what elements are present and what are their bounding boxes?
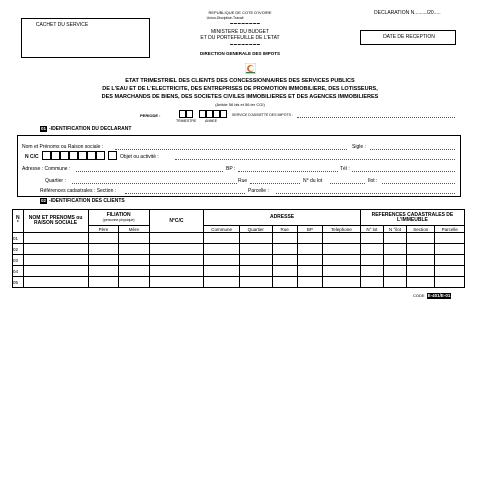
references-cadastrales-label: Références cadastrales : Section : [40,188,117,194]
ncc-box-3[interactable] [60,151,69,160]
table-cell[interactable] [88,244,118,255]
table-cell[interactable] [23,233,88,244]
cachet-du-service-label: CACHET DU SERVICE [35,22,89,28]
table-cell[interactable] [435,233,465,244]
table-cell[interactable] [383,233,406,244]
col-adresse-header: ADRESSE [204,210,361,226]
table-cell[interactable] [239,255,272,266]
table-cell[interactable] [383,266,406,277]
col-n-header: N ° [13,210,24,233]
ncc-box-1[interactable] [42,151,51,160]
table-cell[interactable] [119,266,149,277]
motto-label: Union-Discipline-Travail [206,16,244,20]
col-rue-header: Rue [272,226,297,233]
table-cell[interactable] [239,277,272,288]
table-cell[interactable] [272,233,297,244]
col-ncc-header: N°C/C [149,210,204,233]
table-cell[interactable] [297,233,322,244]
tel-label: Tél : [340,166,350,172]
table-cell[interactable] [407,233,435,244]
nom-raison-sociale-field[interactable] [115,149,347,150]
table-row [13,266,465,277]
table-row [13,233,465,244]
col-commune-header: Commune [204,226,240,233]
period-label: PERIODE : [140,113,161,118]
col-filiation-header: FILIATION (personne physique) [88,210,149,226]
table-cell[interactable] [23,266,88,277]
annee-label: ANNEE [205,119,218,123]
table-cell[interactable] [204,244,240,255]
table-cell[interactable] [407,255,435,266]
trimestre-box-2[interactable] [186,110,193,118]
ilot-field[interactable] [382,183,455,184]
trimestre-label: TRIMESTRE [176,119,197,123]
annee-box-1[interactable] [199,110,206,118]
ministry-line-2: ET DU PORTEFEUILLE DE L'ETAT [200,35,280,41]
lot-label: N° du lot [303,178,323,184]
col-mere-header: Mère [119,226,149,233]
row-number: 05 [13,277,24,288]
table-row [13,255,465,266]
table-cell[interactable] [149,233,204,244]
form-title-line-4: (Article 56 bis et 56 ter CGI) [215,102,265,107]
table-cell[interactable] [119,255,149,266]
col-parcelle-header: Parcelle [435,226,465,233]
table-cell[interactable] [435,255,465,266]
col-tel-header: Telephone [322,226,360,233]
rue-field[interactable] [250,183,300,184]
ncc-box-2[interactable] [51,151,60,160]
table-cell[interactable] [272,277,297,288]
table-cell[interactable] [435,277,465,288]
objet-activite-label: Objet ou activité : [120,154,159,160]
section-field[interactable] [125,193,245,194]
date-reception-label: DATE DE RECEPTION [383,34,435,40]
commune-field[interactable] [76,171,223,172]
table-cell[interactable] [88,277,118,288]
table-cell[interactable] [383,277,406,288]
section-1-title: -IDENTIFICATION DU DECLARANT [49,126,132,132]
quartier-field[interactable] [72,183,237,184]
ncc-label: N C/C [25,154,39,160]
code-block [413,293,451,299]
col-ilot-header: N °ilot [383,226,406,233]
parcelle-field[interactable] [276,193,455,194]
table-cell[interactable] [272,244,297,255]
table-row [13,244,465,255]
service-assiette-label: SERVICE D'ASSIETTE DES IMPOTS : [232,113,293,117]
table-cell[interactable] [297,277,322,288]
separator-top: ▬ ▬ ▬ ▬ ▬ ▬ ▬ ▬ [230,21,260,25]
annee-box-4[interactable] [220,110,227,118]
bp-label: BP : [226,166,236,172]
code-value: E-401/E-01 [427,293,451,298]
ncc-box-4[interactable] [69,151,78,160]
ncc-box-6[interactable] [87,151,96,160]
sigle-field[interactable] [370,149,455,150]
table-cell[interactable] [204,277,240,288]
table-cell[interactable] [360,255,383,266]
table-cell[interactable] [23,277,88,288]
table-cell[interactable] [88,233,118,244]
table-cell[interactable] [204,266,240,277]
annee-box-2[interactable] [206,110,213,118]
table-cell[interactable] [119,244,149,255]
direction-label: DIRECTION GENERALE DES IMPOTS [199,51,280,56]
ncc-box-8[interactable] [108,151,117,160]
table-cell[interactable] [119,277,149,288]
table-cell[interactable] [88,266,118,277]
ncc-box-5[interactable] [78,151,87,160]
bp-field[interactable] [238,171,338,172]
objet-activite-field[interactable] [175,159,455,160]
table-cell[interactable] [204,255,240,266]
col-pere-header: Père [88,226,118,233]
col-nom-header: NOM ET PRENOMS ou RAISON SOCIALE [23,210,88,233]
rue-label: Rue [238,178,248,184]
declaration-number: DECLARATION N........./20..... [374,10,441,16]
table-cell[interactable] [383,255,406,266]
col-bp-header: BP [297,226,322,233]
table-cell[interactable] [383,244,406,255]
table-cell[interactable] [149,266,204,277]
section-1-header [40,126,131,132]
section-1-number: 01 [41,126,47,131]
clients-table [12,209,465,288]
section-2-number: 02 [41,198,47,203]
form-title-line-2: DE L'EAU ET DE L'ELECTRICITE, DES ENTREPRISES DE PROMOTION IMMOBILIERE, DES LOTISSEURS, [102,86,378,92]
table-cell[interactable] [322,244,360,255]
quartier-label: Quartier : [45,178,66,184]
col-lot-header: N° lot [360,226,383,233]
form-title-line-3: DES MARCHANDS DE BIENS, DES SOCIETES CIVILES IMMOBILIERES ET DES AGENCES IMMOBILIERES [101,94,379,100]
row-number: 01 [13,233,24,244]
table-cell[interactable] [272,255,297,266]
table-cell[interactable] [360,233,383,244]
table-cell[interactable] [149,244,204,255]
code-label: CODE [413,293,425,298]
table-cell[interactable] [23,255,88,266]
table-cell[interactable] [322,277,360,288]
tel-field[interactable] [352,171,455,172]
section-2-title: -IDENTIFICATION DES CLIENTS [49,198,125,204]
section-2-header [40,198,125,204]
lot-field[interactable] [330,183,365,184]
table-cell[interactable] [322,233,360,244]
trimestre-box-1[interactable] [179,110,186,118]
dgi-logo-icon [245,61,255,71]
table-cell[interactable] [407,266,435,277]
parcelle-label: Parcelle : [248,188,269,194]
table-cell[interactable] [407,277,435,288]
nom-raison-sociale-label: Nom et Prénoms ou Raison sociale : [22,144,104,150]
table-cell[interactable] [407,244,435,255]
table-row [13,277,465,288]
adresse-commune-label: Adresse : Commune : [22,166,71,172]
republic-label: REPUBLIQUE DE COTE D'IVOIRE [208,10,272,15]
table-cell[interactable] [204,233,240,244]
sigle-label: Sigle : [352,144,366,150]
table-cell[interactable] [119,233,149,244]
table-cell[interactable] [239,233,272,244]
table-cell[interactable] [360,244,383,255]
table-cell[interactable] [360,266,383,277]
table-cell[interactable] [239,244,272,255]
table-cell[interactable] [88,255,118,266]
col-quartier-header: Quartier [239,226,272,233]
table-cell[interactable] [322,266,360,277]
table-cell[interactable] [239,266,272,277]
service-assiette-field[interactable] [297,117,455,118]
ilot-label: Ilot : [368,178,378,184]
table-cell[interactable] [23,244,88,255]
separator-mid: ▬ ▬ ▬ ▬ ▬ ▬ ▬ ▬ [230,42,260,46]
table-cell[interactable] [435,244,465,255]
col-refs-header: REFERENCES CADASTRALES DE L'IMMEUBLE [360,210,464,226]
row-number: 02 [13,244,24,255]
table-cell[interactable] [322,255,360,266]
table-cell[interactable] [297,244,322,255]
table-cell[interactable] [297,266,322,277]
form-title-line-1: ETAT TRIMESTRIEL DES CLIENTS DES CONCESSIONNAIRES DES SERVICES PUBLICS [125,78,355,84]
table-cell[interactable] [272,266,297,277]
date-reception-box [360,30,456,45]
table-cell[interactable] [360,277,383,288]
table-cell[interactable] [149,277,204,288]
row-number: 04 [13,266,24,277]
table-cell[interactable] [435,266,465,277]
row-number: 03 [13,255,24,266]
ncc-box-7[interactable] [96,151,105,160]
cachet-du-service-box [21,18,150,58]
table-cell[interactable] [149,255,204,266]
ministry-line-1: MINISTERE DU BUDGET [210,29,270,35]
annee-box-3[interactable] [213,110,220,118]
table-cell[interactable] [297,255,322,266]
col-section-header: Section [407,226,435,233]
